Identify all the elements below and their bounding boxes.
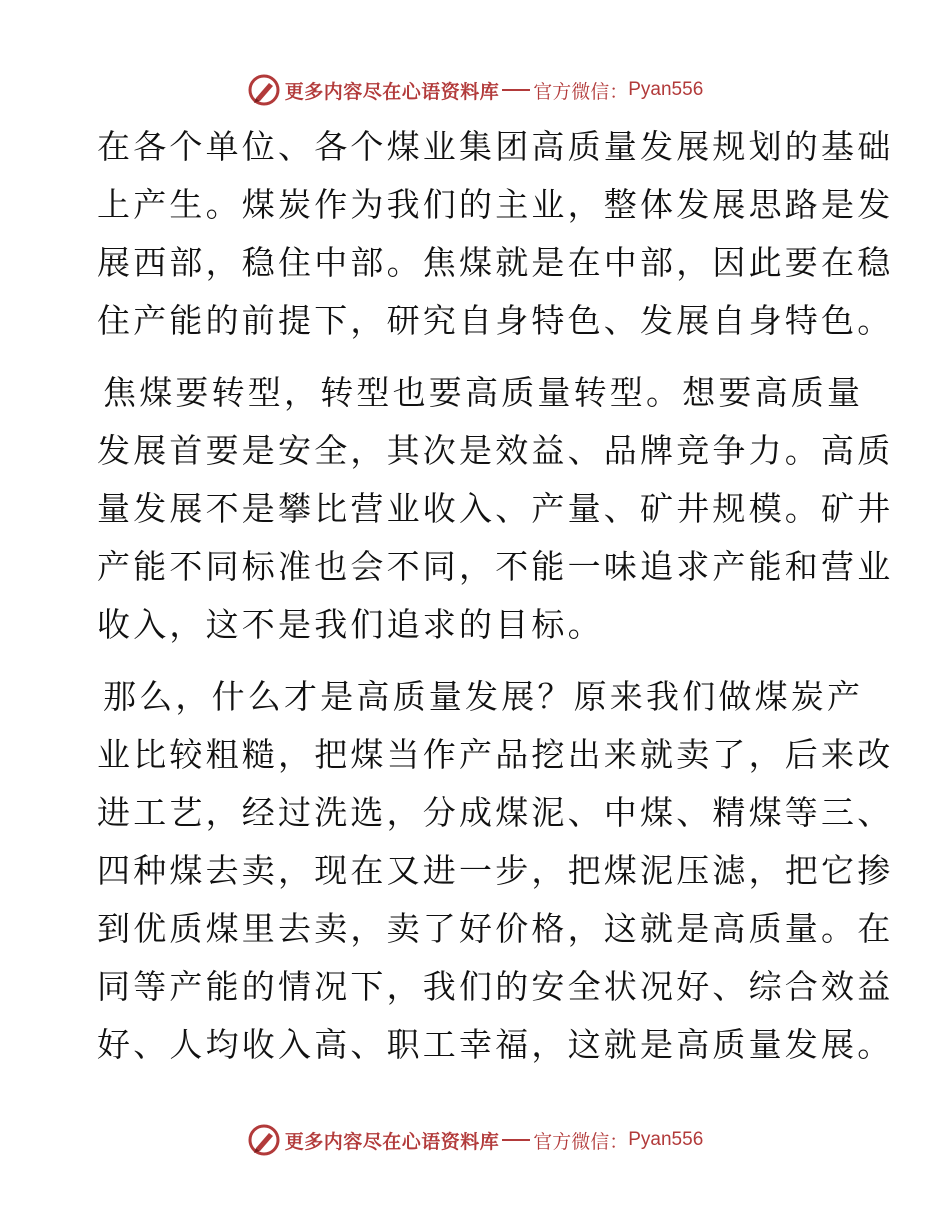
paragraph-2 bbox=[97, 364, 894, 654]
watermark-dash bbox=[502, 1139, 530, 1141]
document-body bbox=[97, 118, 894, 1074]
text-line: 进工艺，经过洗选，分成煤泥、中煤、精煤等三、 bbox=[97, 793, 894, 832]
text-line: 量发展不是攀比营业收入、产量、矿井规模。矿井 bbox=[97, 489, 894, 528]
watermark-wechat-label: 官方微信： bbox=[533, 1130, 629, 1153]
text-line: 焦煤要转型，转型也要高质量转型。想要高质量 bbox=[103, 373, 864, 412]
pen-logo-icon bbox=[247, 73, 281, 107]
paragraph-3 bbox=[97, 668, 894, 1074]
text-line: 那么，什么才是高质量发展？原来我们做煤炭产 bbox=[103, 677, 864, 716]
pen-logo-icon bbox=[247, 1123, 281, 1157]
watermark-wechat-id: Pyan556 bbox=[628, 79, 704, 100]
text-line: 在各个单位、各个煤业集团高质量发展规划的基础 bbox=[97, 127, 894, 166]
text-line: 上产生。煤炭作为我们的主业，整体发展思路是发 bbox=[97, 185, 894, 224]
text-line: 同等产能的情况下，我们的安全状况好、综合效益 bbox=[97, 967, 894, 1006]
watermark-dash bbox=[502, 89, 530, 91]
footer-watermark bbox=[0, 1120, 950, 1160]
text-line: 收入，这不是我们追求的目标。 bbox=[97, 605, 604, 644]
watermark-wechat-id: Pyan556 bbox=[628, 1129, 704, 1150]
paragraph-1 bbox=[97, 118, 894, 350]
watermark-wechat-label: 官方微信： bbox=[533, 80, 629, 103]
text-line: 产能不同标准也会不同，不能一味追求产能和营业 bbox=[97, 547, 894, 586]
text-line: 住产能的前提下，研究自身特色、发展自身特色。 bbox=[97, 301, 894, 340]
watermark-site-text: 更多内容尽在心语资料库 bbox=[284, 1130, 500, 1153]
text-line: 到优质煤里去卖，卖了好价格，这就是高质量。在 bbox=[97, 909, 894, 948]
header-watermark bbox=[0, 70, 950, 110]
text-line: 好、人均收入高、职工幸福，这就是高质量发展。 bbox=[97, 1025, 894, 1064]
text-line: 发展首要是安全，其次是效益、品牌竞争力。高质 bbox=[97, 431, 894, 470]
text-line: 业比较粗糙，把煤当作产品挖出来就卖了，后来改 bbox=[97, 735, 894, 774]
text-line: 四种煤去卖，现在又进一步，把煤泥压滤，把它掺 bbox=[97, 851, 894, 890]
text-line: 展西部，稳住中部。焦煤就是在中部，因此要在稳 bbox=[97, 243, 894, 282]
watermark-site-text: 更多内容尽在心语资料库 bbox=[284, 80, 500, 103]
